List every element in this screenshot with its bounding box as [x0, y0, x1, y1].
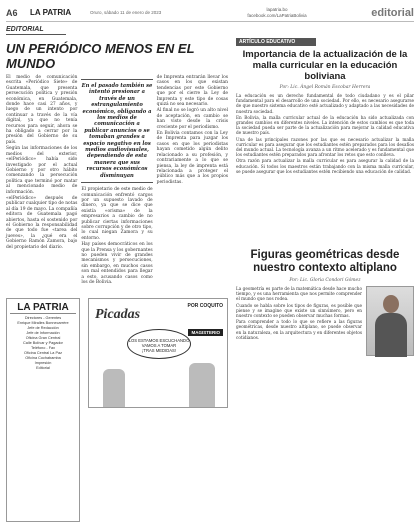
- paragraph: Cuando se habla sobre los tipos de figuras, es posible que piense y se imagine que existe un sinnúmero, pero en nuestro contexto se pueden observar muchas formas.: [236, 302, 362, 319]
- header-link-web[interactable]: lapatria.bo: [266, 6, 288, 12]
- cartoon-author: POR COQUITO: [187, 303, 223, 309]
- pull-quote: En el pasado también se intentó presionar a través de un estrangulamiento económico, obligando a los medios de comunicación a publicar anuncios o se tomaban grandes a espacio negativo en los medios audiovisuales, dependiendo de esta manera que sus recursos económicos disminuyan: [81, 79, 152, 183]
- bubble-line: VAMOS A TOMAR: [141, 343, 177, 348]
- cartoon-title: Picadas: [95, 307, 141, 322]
- paragraph: Al final no se logró un alto nivel de aceptación, en cambio se han visto desde la crisis creciente por el periodismo.: [156, 108, 228, 130]
- author-photo: [366, 286, 414, 356]
- speech-bubble: [127, 329, 191, 359]
- editorial-column-3: [157, 75, 228, 286]
- paragraph: El medio de comunicación escrita «Periódico Siete» de Guatemala, que presenta persecución política y presión económica, en Guatemala, donde hace casi 27 años, y luego de un intento por continuar a través de la vía digital, ya que no tenía recursos para seguir, ahora se ha obligado a cerrar por la presión del Gobierno de su país.: [6, 75, 78, 145]
- masthead-logo: LA PATRIA: [10, 302, 76, 314]
- paragraph: Otra razón para actualizar la malla curricular es para asegurar la calidad de la educación. Si todos los maestros están trabajando con la misma malla curricular, se puede asegurar que los estudiantes estén recibiendo una educación de calidad.: [236, 158, 414, 174]
- education-article: [236, 38, 414, 175]
- masthead-line: Jefe de Redacción: [27, 326, 59, 330]
- cartoon-figure: [103, 369, 125, 407]
- paragraph: de Imprenta entrarán llevar los casos en los que existan tendencias por este Gobierno que por el cierre la Ley de Imprenta y este tipo de cosas quizá no sea necesario.: [156, 75, 228, 108]
- page-number: A6: [6, 7, 18, 18]
- bubble-line: ¡TRAS MEDIDAS!: [142, 348, 176, 353]
- cartoon-badge: MAGISTERIO: [188, 329, 223, 336]
- cartoon-figure: [189, 363, 215, 407]
- masthead-line: Directores - Gerentes: [24, 316, 62, 320]
- paragraph: «elPeriódico» después de publicar cualquier tipo de notas al día 19 de mayo. La compañía editora de Guatemala pagó abiertos, hasta el sostenido por el Gobierno la responsabilidad de que todo fue «tarea del jueves», la ¿qué era el Gobierno Ramón Zamora, bajo del propietario del diario.: [6, 195, 78, 250]
- masthead-line: Oficina Central La Paz: [24, 351, 62, 355]
- paragraph: Una de las principales razones por las que es necesario actualizar la malla curricular es para asegurar que los estudiantes estén preparados para los desafíos del mundo actual. La tecnología avanza a un ritmo acelerado y es fundamental que los estudiantes estén preparados para afrontar los retos que esto conlleva.: [236, 136, 414, 158]
- paragraph: Según las informaciones de los medios del exterior, «elPeriódico» había sido investigado por el actual Gobierno y por otro hábito comenzando la persecución política que terminó por matar al mencionado medio de información.: [6, 146, 78, 195]
- masthead-line: Jefe de Información: [26, 331, 60, 335]
- masthead-line: Teléfono - Fax: [30, 346, 56, 350]
- masthead-line: Calle Bolívar y Pagador: [23, 341, 63, 345]
- header-links: [190, 7, 364, 19]
- paragraph: En Bolivia, la malla curricular actual de la educación ha sido actualizada con grandes cambios en diferentes niveles. La intención de estos cambios es que toda la sociedad pueda ser parte de la actualización para mejorar la calidad educativa de nuestro país.: [236, 114, 414, 136]
- masthead-line: Oficina Gran Central: [25, 336, 61, 340]
- article-title: Figuras geométricas desde nuestro contexto altiplano: [250, 249, 400, 274]
- editorial-article: [6, 26, 228, 285]
- article-body: [236, 93, 414, 174]
- paragraph: Para comprender a todo lo que se refiere a las figuras geométricas, desde nuestro altiplano, se puede observar en la naturaleza, en la arquitectura y en diferentes objetos cotidianos.: [236, 319, 362, 340]
- editorial-column-2: [81, 75, 152, 286]
- article-byline: Por: Lic. Ángel Román Escobar Herrera: [279, 85, 371, 90]
- paragraph: Hay países democráticos en los que la Prensa y los gobernantes no pueden vivir de grandes mecanismos y persecuciones, sin embargo, en muchos casos son mal entendidos para llegar a esto, acusando casos como los de Bolivia.: [81, 242, 153, 285]
- header-link-facebook[interactable]: facebook.com/LaPatriaBolivia: [247, 12, 307, 18]
- editorial-label: EDITORIAL: [6, 26, 66, 35]
- masthead-line: Oficina Cochabamba: [25, 356, 61, 360]
- brand-logo: LA PATRIA: [30, 8, 72, 17]
- issue-date: Oruro, sábado 11 de enero de 2023: [90, 10, 162, 15]
- cartoon-panel: [88, 298, 228, 408]
- bubble-line: LOS ESTAMOS ESCUCHANDO: [128, 338, 190, 343]
- page-header: [6, 4, 414, 22]
- article-kicker: ARTÍCULO EDUCATIVO: [236, 38, 316, 46]
- paragraph: En Bolivia contamos con la Ley de Imprenta para juzgar los casos en que los periodistas hayan cometido algún delito relacionado a su profesión, y contrariamente a lo que se piensa, la ley de imprenta está relacionada a proteger el público más que a los propios periodistas.: [156, 131, 228, 185]
- article-byline: Por: Lic. Gloria Condori Gómez: [289, 278, 361, 283]
- masthead-line: Editorial: [36, 366, 50, 370]
- paragraph: La geometría es parte de la matemática desde hace mucho tiempo, y es una herramienta que nos permite comprender el mundo que nos rodea.: [236, 286, 362, 302]
- section-name: editorial: [371, 6, 414, 19]
- article-title: Importancia de la actualización de la malla curricular en la educación boliviana: [242, 49, 408, 82]
- geometry-article: [236, 246, 414, 356]
- paragraph: El propietario de este medio de comunicación enfrentó cargos por un supuesto lavado de dinero, ya que se dice que existía «orisma» de la empresarios a cambio de no publicar ciertas informaciones sobre corrupción y de otro tipo, lo cual niegan Zamora y su entorno.: [81, 187, 153, 241]
- paragraph: La educación es un derecho fundamental de todo ciudadano y es el pilar fundamental para el desarrollo de una sociedad. Por ello, es necesario asegurarse de que nuestro sistema educativo esté actualizado y adaptado a las necesidades de nuestra sociedad.: [236, 93, 414, 114]
- editorial-headline: UN PERIÓDICO MENOS EN EL MUNDO: [6, 41, 195, 71]
- masthead-line: Enrique Miralles Bonnecarrère: [17, 321, 69, 325]
- article-body: [236, 286, 362, 356]
- masthead-box: [6, 298, 80, 522]
- editorial-column-1: [6, 75, 77, 286]
- masthead-line: Impresión: [34, 361, 52, 365]
